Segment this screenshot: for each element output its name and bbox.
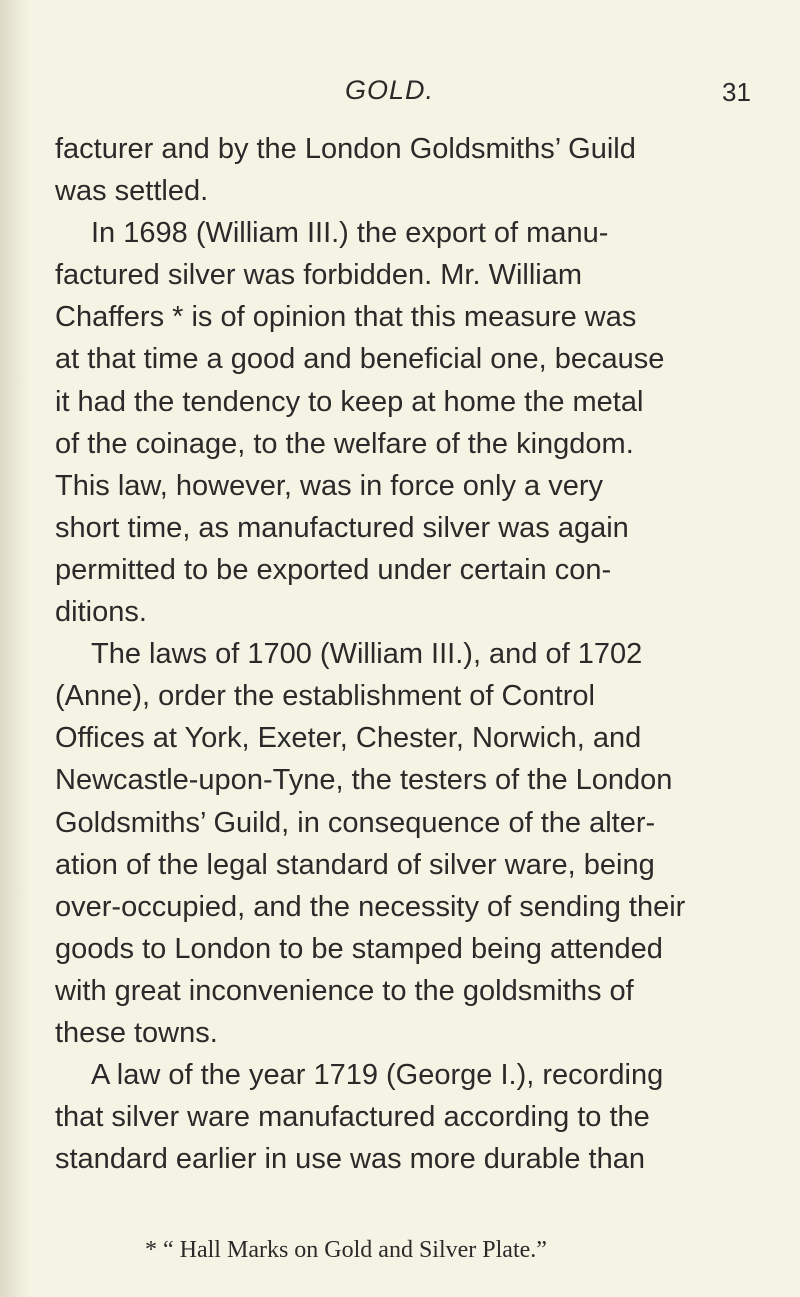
text-line: it had the tendency to keep at home the metal [55, 385, 644, 418]
text-line: Offices at York, Exeter, Chester, Norwich, and [55, 722, 642, 755]
text-line: ditions. [55, 596, 147, 629]
text-line: was settled. [55, 175, 209, 208]
text-line: ation of the legal standard of silver ware, being [55, 848, 655, 881]
text-line: In 1698 (William III.) the export of manu- [91, 217, 609, 250]
text-line: standard earlier in use was more durable than [55, 1143, 645, 1176]
text-line: permitted to be exported under certain con- [55, 553, 612, 586]
text-line: short time, as manufactured silver was again [55, 511, 629, 544]
text-line: This law, however, was in force only a very [55, 469, 604, 502]
footnote: * “ Hall Marks on Gold and Silver Plate.” [145, 1237, 547, 1263]
text-line: goods to London to be stamped being attended [55, 932, 663, 965]
text-line: facturer and by the London Goldsmiths’ Guild [55, 133, 636, 165]
text-line: over-occupied, and the necessity of sending their [55, 890, 686, 923]
body-text [55, 128, 800, 1180]
text-line: Newcastle-upon-Tyne, the testers of the London [55, 764, 673, 797]
text-line: The laws of 1700 (William III.), and of 1702 [91, 638, 643, 671]
text-line: Goldsmiths’ Guild, in consequence of the alter- [55, 806, 656, 839]
running-title: GOLD. [345, 75, 435, 105]
page-edge-shadow [0, 0, 30, 1297]
text-line: with great inconvenience to the goldsmiths of [55, 974, 634, 1007]
text-line: that silver ware manufactured according to the [55, 1101, 650, 1134]
text-line: factured silver was forbidden. Mr. William [55, 259, 582, 292]
text-line: Chaffers * is of opinion that this measure was [55, 301, 637, 334]
text-line: these towns. [55, 1016, 218, 1049]
text-line: at that time a good and beneficial one, because [55, 343, 665, 376]
text-line: of the coinage, to the welfare of the kingdom. [55, 427, 634, 460]
text-line: A law of the year 1719 (George I.), recording [91, 1059, 664, 1092]
page-number: 31 [722, 77, 751, 107]
page-header [0, 75, 800, 115]
text-line: (Anne), order the establishment of Control [55, 680, 595, 713]
